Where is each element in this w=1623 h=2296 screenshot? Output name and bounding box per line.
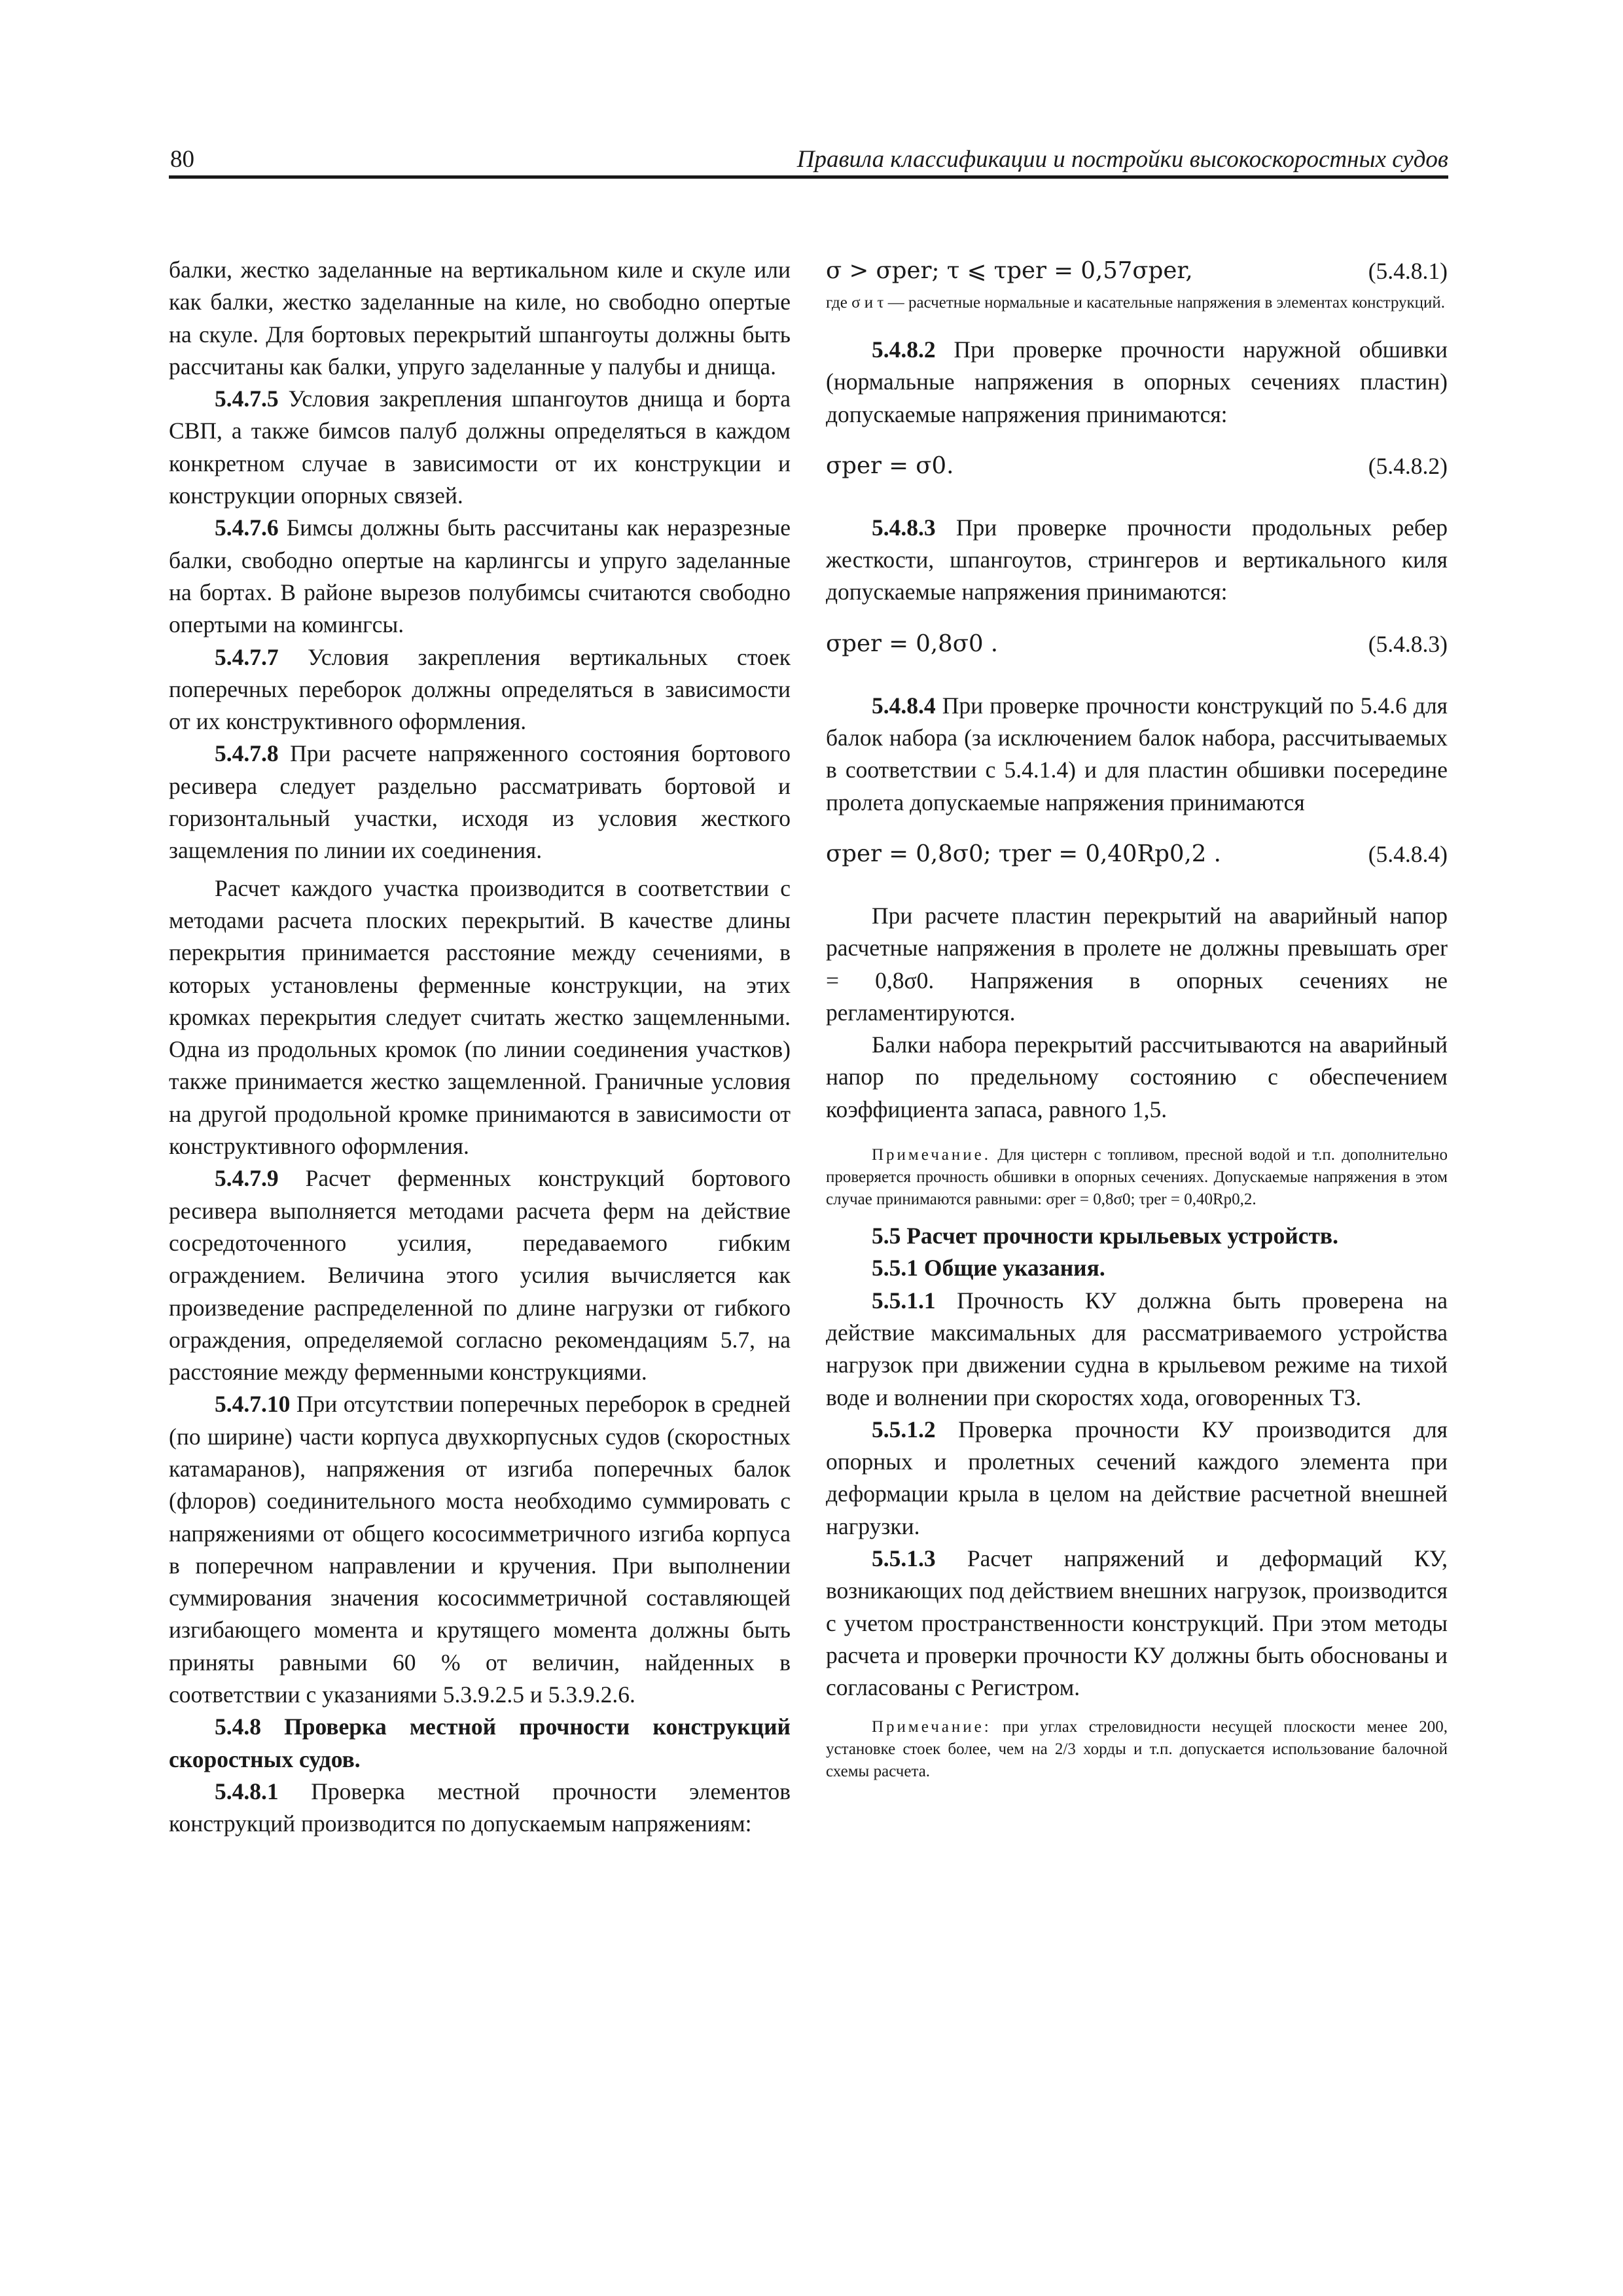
paragraph: 5.4.8.1 Проверка местной прочности элементов конструкций производится по допускаемым напряжениям: bbox=[169, 1778, 791, 1837]
paragraph: Балки набора перекрытий рассчитываются на аварийный напор по предельному состоянию с обеспечением коэффициента запаса, равного 1,5. bbox=[826, 1031, 1448, 1122]
right-column bbox=[826, 254, 1448, 1783]
running-title: Правила классификации и постройки высокоскоростных судов bbox=[796, 146, 1448, 173]
paragraph: балки, жестко заделанные на вертикальном киле и скуле или как балки, жестко заделанные на киле, но свободно опертые на скуле. Для бортовых перекрытий шпангоуты должны быть рассчитаны как балки, упруго заделанные у палубы и днища. bbox=[169, 257, 791, 380]
section-heading: 5.4.8 Проверка местной прочности конструкций скоростных судов. bbox=[169, 1713, 791, 1772]
paragraph: 5.4.8.3 При проверке прочности продольных ребер жесткости, шпангоутов, стрингеров и вертикального киля допускаемые напряжения принимаются: bbox=[826, 514, 1448, 605]
clause-number: 5.4.8.3 bbox=[872, 514, 936, 541]
paragraph: 5.4.8.4 При проверке прочности конструкций по 5.4.6 для балок набора (за исключением балок набора, рассчитываемых в соответствии с 5.4.1.4) и для пластин обшивки посередине пролета допускаемые напряжения принимаются bbox=[826, 692, 1448, 816]
paragraph: 5.5.1.2 Проверка прочности КУ производится для опорных и пролетных сечений каждого элемента при деформации крыла в целом на действие расчетной внешней нагрузки. bbox=[826, 1416, 1448, 1539]
clause-number: 5.4.8.1 bbox=[215, 1778, 279, 1804]
equation bbox=[826, 837, 1448, 871]
section-heading: 5.5 Расчет прочности крыльевых устройств. bbox=[872, 1223, 1338, 1249]
clause-number: 5.4.7.7 bbox=[215, 643, 279, 670]
left-column bbox=[169, 254, 791, 1840]
note-label: Примечание. bbox=[872, 1146, 991, 1164]
paragraph: 5.5.1.1 Прочность КУ должна быть проверена на действие максимальных для рассматриваемого устройства нагрузок при движении судна в крыльевом режиме на тихой воде и волнении при скоростях хода, оговоренных ТЗ. bbox=[826, 1287, 1448, 1410]
paragraph: 5.4.7.5 Условия закрепления шпангоутов днища и борта СВП, а также бимсов палуб должны определяться в каждом конкретном случае в зависимости от их конструкции и конструкции опорных связей. bbox=[169, 386, 791, 509]
clause-number: 5.5.1.1 bbox=[872, 1287, 936, 1314]
equation-formula: σper = 0,8σ0; τper = 0,40Rp0,2 . bbox=[826, 840, 1221, 867]
paragraph: Расчет каждого участка производится в соответствии с методами расчета плоских перекрытий. В качестве длины перекрытия принимается расстояние между сечениями, в которых установлены ферменные конструкции, на этих кромках перекрытия следует считать жестко защемленными. Одна из продольных кромок (по линии соединения участков) также принимается жестко защемленной. Граничные условия на другой продольной кромке принимаются в зависимости от конструктивного оформления. bbox=[169, 874, 791, 1160]
subsection-heading: 5.5.1 Общие указания. bbox=[872, 1255, 1105, 1282]
paragraph: 5.4.7.9 Расчет ферменных конструкций бортового ресивера выполняется методами расчета ферм на действие сосредоточенного усилия, передаваемого гибким ограждением. Величина этого усилия вычисляется как произведение распределенной по длине нагрузки от гибкого ограждения, определяемой согласно рекомендациям 5.7, на расстояние между ферменными конструкциями. bbox=[169, 1165, 791, 1386]
equation-number: (5.4.8.3) bbox=[1368, 630, 1448, 657]
clause-number: 5.4.7.10 bbox=[215, 1391, 291, 1418]
clause-number: 5.5.1.3 bbox=[872, 1545, 936, 1572]
equation bbox=[826, 627, 1448, 661]
paragraph: 5.4.7.10 При отсутствии поперечных переборок в средней (по ширине) части корпуса двухкорпусных судов (скоростных катамаранов), напряжения от изгиба поперечных балок (флоров) соединительного моста необходимо суммировать с напряжениями от общего кососимметричного изгиба корпуса в поперечном направлении и кручения. При выполнении суммирования значения кососимметричной составляющей изгибающего момента и крутящего момента должны быть приняты равными 60 % от величин, найденных в соответствии с указаниями 5.3.9.2.5 и 5.3.9.2.6. bbox=[169, 1391, 791, 1708]
equation bbox=[826, 254, 1448, 288]
equation-formula: σ > σper; τ ⩽ τper = 0,57σper, bbox=[826, 257, 1193, 284]
clause-number: 5.4.7.9 bbox=[215, 1165, 279, 1192]
paragraph: 5.4.7.6 Бимсы должны быть рассчитаны как неразрезные балки, свободно опертые на карлингсы и упруго заделанные на бортах. В районе вырезов полубимсы считаются свободно опертыми на комингсы. bbox=[169, 514, 791, 638]
clause-number: 5.4.7.8 bbox=[215, 740, 279, 767]
equation-number: (5.4.8.2) bbox=[1368, 452, 1448, 479]
equation bbox=[826, 449, 1448, 483]
note: Примечание: при углах стреловидности несущей плоскости менее 200, установке стоек более, чем на 2/3 хорды и т.п. допускается использование балочной схемы расчета. bbox=[826, 1717, 1448, 1780]
paragraph: 5.4.7.8 При расчете напряженного состояния бортового ресивера следует раздельно рассматривать бортовой и горизонтальный участки, исходя из условия жесткого защемления по линии их соединения. bbox=[169, 740, 791, 864]
page-header bbox=[169, 143, 1448, 177]
paragraph: 5.4.7.7 Условия закрепления вертикальных стоек поперечных переборок должны определяться в зависимости от их конструктивного оформления. bbox=[169, 643, 791, 735]
header-rule bbox=[169, 175, 1448, 179]
equation-number: (5.4.8.1) bbox=[1368, 258, 1448, 284]
clause-number: 5.5.1.2 bbox=[872, 1416, 936, 1443]
clause-number: 5.4.8.2 bbox=[872, 336, 936, 363]
note: Примечание. Для цистерн с топливом, пресной водой и т.п. дополнительно проверяется прочность обшивки в опорных сечениях. Допускаемые напряжения в этом случае принимаются равными: σper = 0,8σ0; τper = 0,40Rp0,2. bbox=[826, 1146, 1448, 1209]
equation-number: (5.4.8.4) bbox=[1368, 840, 1448, 867]
paragraph: При расчете пластин перекрытий на аварийный напор расчетные напряжения в пролете не должны превышать σper = 0,8σ0. Напряжения в опорных сечениях не регламентируются. bbox=[826, 902, 1448, 1026]
page-number: 80 bbox=[170, 146, 194, 173]
clause-number: 5.4.7.5 bbox=[215, 386, 279, 412]
equation-formula: σper = 0,8σ0 . bbox=[826, 630, 999, 657]
paragraph: 5.5.1.3 Расчет напряжений и деформаций КУ, возникающих под действием внешних нагрузок, производится с учетом пространственности конструкций. При этом методы расчета и проверки прочности КУ должны быть обоснованы и согласованы с Регистром. bbox=[826, 1545, 1448, 1701]
equation-explanation: где σ и τ — расчетные нормальные и касательные напряжения в элементах конструкций. bbox=[826, 294, 1446, 312]
clause-number: 5.4.8.4 bbox=[872, 692, 936, 719]
note-label: Примечание: bbox=[872, 1717, 991, 1736]
paragraph: 5.4.8.2 При проверке прочности наружной обшивки (нормальные напряжения в опорных сечениях пластин) допускаемые напряжения принимаются: bbox=[826, 336, 1448, 427]
equation-formula: σper = σ0. bbox=[826, 452, 954, 479]
clause-number: 5.4.7.6 bbox=[215, 514, 279, 541]
